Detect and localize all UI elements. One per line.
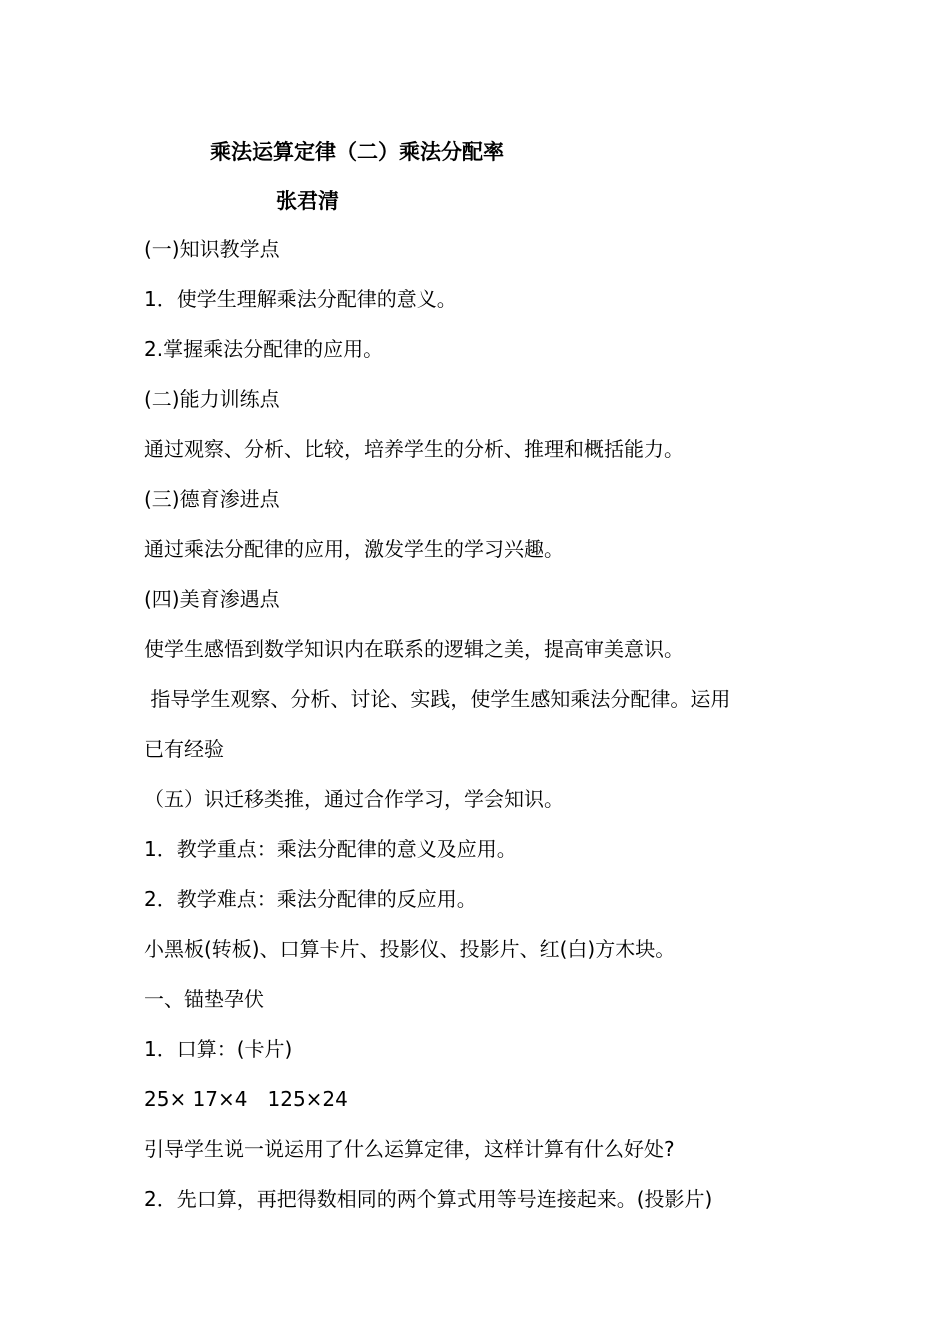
paragraph-line: 小黑板(转板)、口算卡片、投影仪、投影片、红(白)方木块。: [144, 937, 676, 961]
document-title: 乘法运算定律（二）乘法分配率: [210, 140, 504, 164]
paragraph-line: 1．口算：(卡片): [144, 1037, 293, 1061]
paragraph-line: 1．教学重点：乘法分配律的意义及应用。: [144, 837, 517, 861]
paragraph-line: 已有经验: [144, 737, 224, 761]
paragraph-line: 指导学生观察、分析、讨论、实践，使学生感知乘法分配律。运用: [144, 687, 731, 711]
paragraph-line: 1．使学生理解乘法分配律的意义。: [144, 287, 457, 311]
section-heading-transfer: （五）识迁移类推，通过合作学习，学会知识。: [144, 787, 564, 811]
paragraph-line: 引导学生说一说运用了什么运算定律，这样计算有什么好处?: [144, 1137, 675, 1161]
section-heading-knowledge: (一)知识教学点: [144, 237, 280, 261]
section-heading-moral: (三)德育渗进点: [144, 487, 280, 511]
math-expression-line: 25× 17×4 125×24: [144, 1087, 348, 1111]
section-heading-aesthetic: (四)美育渗遇点: [144, 587, 280, 611]
document-body: [144, 233, 824, 1233]
paragraph-line: 2．先口算，再把得数相同的两个算式用等号连接起来。(投影片): [144, 1187, 713, 1211]
document-author: 张君清: [276, 189, 339, 213]
paragraph-line: 2.掌握乘法分配律的应用。: [144, 337, 384, 361]
section-heading-warmup: 一、锚垫孕伏: [144, 987, 264, 1011]
paragraph-line: 2．教学难点：乘法分配律的反应用。: [144, 887, 477, 911]
paragraph-line: 通过乘法分配律的应用，激发学生的学习兴趣。: [144, 537, 564, 561]
paragraph-line: 使学生感悟到数学知识内在联系的逻辑之美，提高审美意识。: [144, 637, 684, 661]
section-heading-ability: (二)能力训练点: [144, 387, 280, 411]
paragraph-line: 通过观察、分析、比较，培养学生的分析、推理和概括能力。: [144, 437, 684, 461]
